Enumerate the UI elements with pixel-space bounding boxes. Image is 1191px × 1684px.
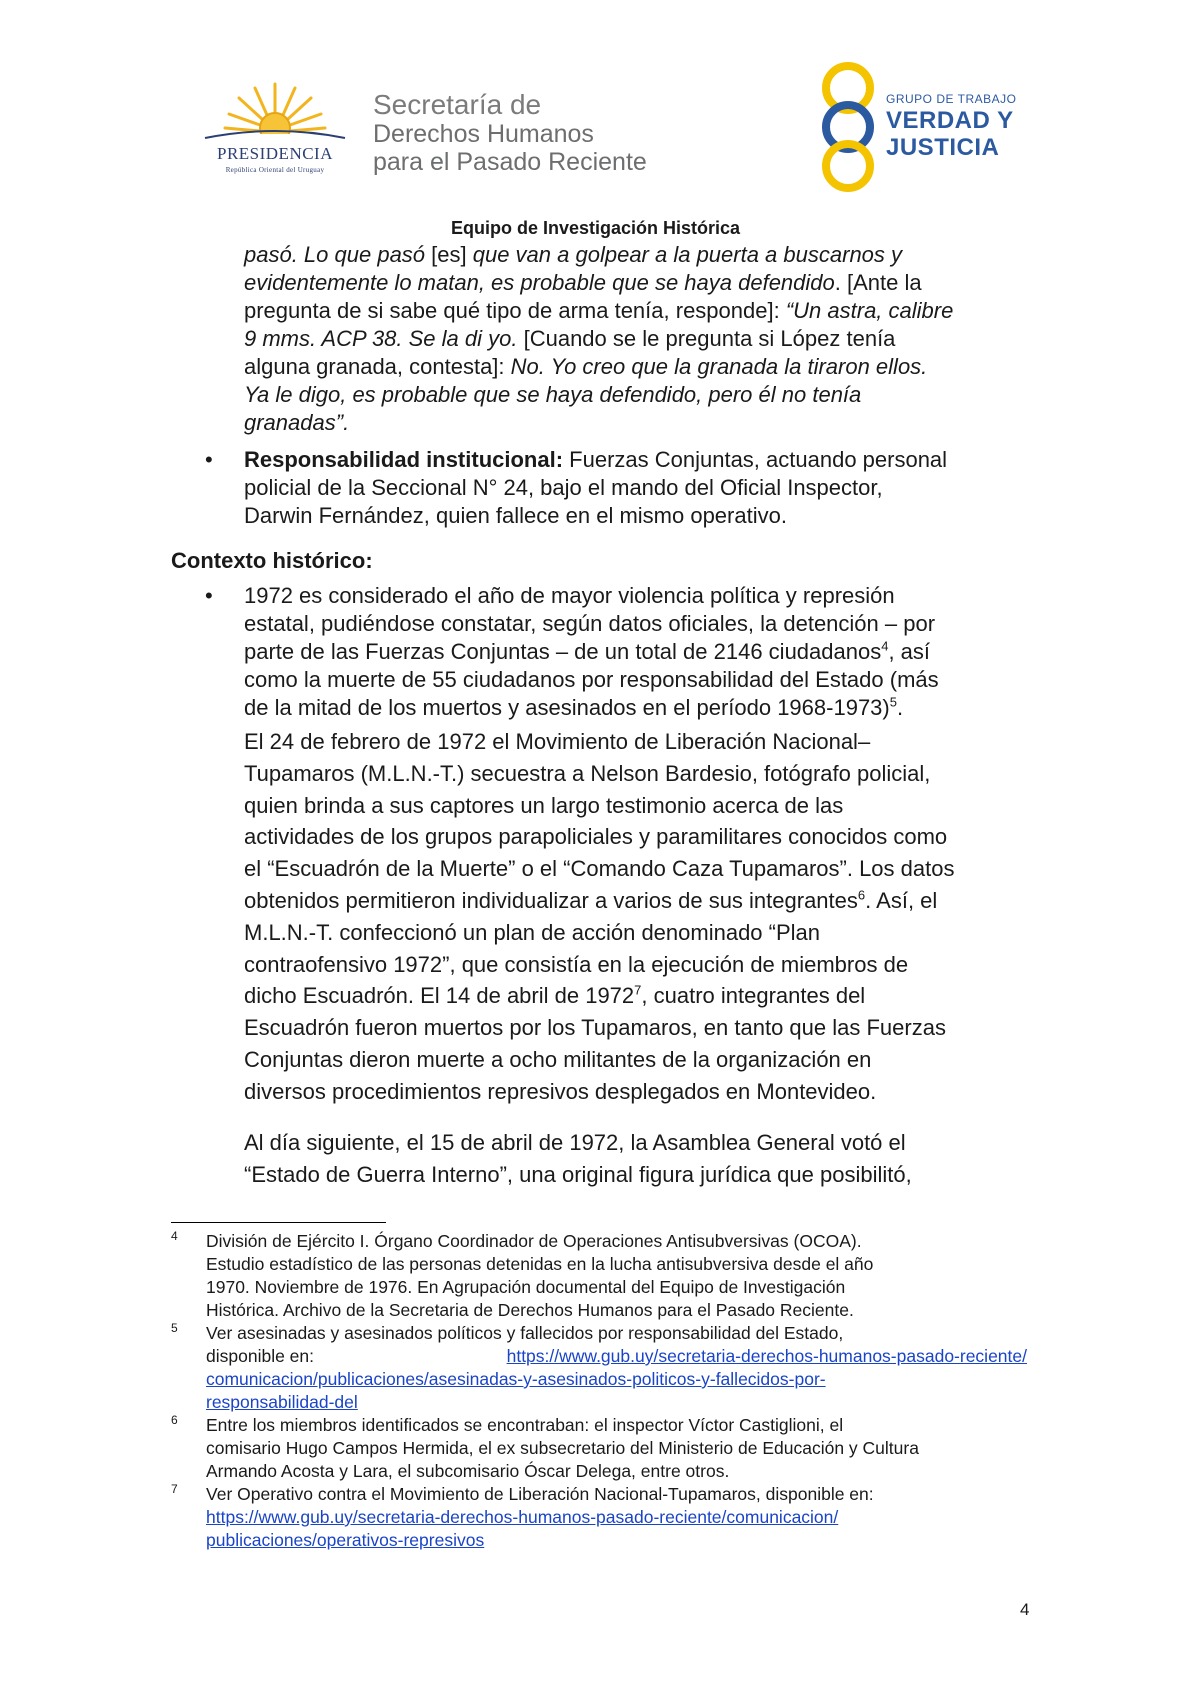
text-line: 1972 es considerado el año de mayor violencia política y represión <box>244 583 895 608</box>
quote-line: granadas”. <box>244 410 350 435</box>
quote-line: evidentemente lo matan, es probable que se haya defendido. [Ante la <box>244 270 922 295</box>
page-number: 4 <box>1020 1600 1030 1619</box>
responsabilidad-paragraph <box>244 446 1026 530</box>
contexto-paragraph-2 <box>244 726 1026 1108</box>
responsabilidad-label: Responsabilidad institucional: <box>244 447 564 472</box>
text-line: actividades de los grupos parapoliciales y paramilitares conocidos como <box>244 824 948 850</box>
secretaria-line-2: Derechos Humanos <box>373 120 594 148</box>
text-line: M.L.N.-T. confeccionó un plan de acción denominado “Plan <box>244 919 821 945</box>
text-line: diversos procedimientos represivos desplegados en Montevideo. <box>244 1078 877 1104</box>
footnote-number: 4 <box>171 1229 178 1243</box>
secretaria-line-3: para el Pasado Reciente <box>373 148 647 176</box>
footnote-number: 5 <box>171 1321 178 1335</box>
presidencia-wordmark: PRESIDENCIA <box>216 144 333 163</box>
text-line: parte de las Fuerzas Conjuntas – de un total de 2146 ciudadanos$^4$, así <box>244 638 931 664</box>
text-line: Tupamaros (M.L.N.-T.) secuestra a Nelson Bardesio, fotógrafo policial, <box>244 760 931 786</box>
quote-line: 9 mms. ACP 38. Se la di yo. [Cuando se le pregunta si López tenía <box>244 326 896 351</box>
verdad-justicia-logo <box>810 62 1040 192</box>
footnote-ref[interactable]: 5 <box>889 694 897 710</box>
footnote-text: Ver asesinadas y asesinados políticos y fallecidos por responsabilidad del Estado, disponible en: https://www.gub.uy/secretaria-derechos-humanos-pasado-reciente/ comunicacion/publicaciones/asesinadas-y-asesinados-politicos-y-fallecidos-por- responsabilidad-del <box>206 1323 1027 1412</box>
secretaria-line-1: Secretaría de <box>373 89 542 120</box>
text-line: contraofensivo 1972”, que consistía en la ejecución de miembros de <box>244 951 909 977</box>
section-heading: Contexto histórico: <box>171 548 373 573</box>
footnote-link[interactable]: https://www.gub.uy/secretaria-derechos-humanos-pasado-reciente/comunicacion/ <box>206 1507 839 1527</box>
text-line: quien brinda a sus captores un largo testimonio acerca de las <box>244 792 844 818</box>
presidencia-logo <box>195 82 355 182</box>
team-heading: Equipo de Investigación Histórica <box>450 218 741 238</box>
footnote-text: División de Ejército I. Órgano Coordinador de Operaciones Antisubversivas (OCOA). Estudio estadístico de las personas detenidas en la lucha antisubversiva desde el año 1970. Noviembre de 1976. En Agrupación documental del Equipo de Investigación Histórica. Archivo de la Secretaria de Derechos Humanos para el Pasado Reciente. <box>206 1231 874 1320</box>
footnote-number: 6 <box>171 1413 178 1427</box>
text-line: de la mitad de los muertos y asesinados en el período 1968-1973)$^5$. <box>244 694 904 720</box>
footnote-divider <box>171 1222 386 1223</box>
gtvj-line-1: GRUPO DE TRABAJO <box>886 92 1017 106</box>
quote-line: Ya le digo, es probable que se haya defendido, pero él no tenía <box>244 382 862 407</box>
testimony-quote <box>244 241 1026 437</box>
secretaria-title <box>373 90 703 176</box>
footnote-link[interactable]: comunicacion/publicaciones/asesinadas-y-asesinados-politicos-y-fallecidos-por- <box>206 1369 826 1389</box>
footnote-text: Entre los miembros identificados se encontraban: el inspector Víctor Castiglioni, el comisario Hugo Campos Hermida, el ex subsecretario del Ministerio de Educación y Cultura Armando Acosta y Lara, el subcomisario Óscar Delega, entre otros. <box>206 1415 919 1481</box>
verdad-justicia-rings-icon <box>810 62 886 192</box>
gtvj-line-2: VERDAD Y <box>886 107 1014 134</box>
footnote-ref[interactable]: 6 <box>857 887 866 903</box>
text-line: policial de la Seccional N° 24, bajo el mando del Oficial Inspector, <box>244 475 883 500</box>
quote-line: alguna granada, contesta]: No. Yo creo que la granada la tiraron ellos. <box>244 354 928 379</box>
bullet-icon: • <box>205 447 213 472</box>
text-line: Conjuntas dieron muerte a ocho militantes de la organización en <box>244 1046 872 1072</box>
footnote-link[interactable]: publicaciones/operativos-represivos <box>206 1530 485 1550</box>
quote-line: pasó. Lo que pasó [es] que van a golpear a la puerta a buscarnos y <box>244 242 903 267</box>
presidencia-subtitle: República Oriental del Uruguay <box>225 166 325 174</box>
footnote-link[interactable]: responsabilidad-del <box>206 1392 358 1412</box>
footnote-ref[interactable]: 7 <box>634 983 642 999</box>
text-line: dicho Escuadrón. El 14 de abril de 1972$^7$, cuatro integrantes del <box>244 983 866 1009</box>
text-line: estatal, pudiéndose constatar, según datos oficiales, la detención – por <box>244 611 936 636</box>
text-line: El 24 de febrero de 1972 el Movimiento de Liberación Nacional– <box>244 729 871 754</box>
text-line: Escuadrón fueron muertos por los Tupamaros, en tanto que las Fuerzas <box>244 1015 946 1041</box>
text-line: “Estado de Guerra Interno”, una original figura jurídica que posibilitó, <box>244 1161 912 1187</box>
footnote-ref[interactable]: 4 <box>881 638 889 654</box>
text-line: obtenidos permitieron individualizar a varios de sus integrantes$^6$. Así, el <box>244 887 938 913</box>
text-line: como la muerte de 55 ciudadanos por responsabilidad del Estado (más <box>244 667 939 692</box>
footnote-number: 7 <box>171 1482 178 1496</box>
gtvj-line-3: JUSTICIA <box>886 134 1000 161</box>
text-line: Darwin Fernández, quien fallece en el mismo operativo. <box>244 503 787 528</box>
footnote-text: Ver Operativo contra el Movimiento de Liberación Nacional-Tupamaros, disponible en: https://www.gub.uy/secretaria-derechos-humanos-pasado-reciente/comunicacion/ publicaciones/operativos-represivos <box>206 1483 1027 1552</box>
contexto-paragraph-1 <box>244 582 1026 722</box>
quote-line: pregunta de si sabe qué tipo de arma tenía, responde]: “Un astra, calibre <box>244 298 954 323</box>
sun-icon <box>195 82 355 144</box>
text-line: el “Escuadrón de la Muerte” o el “Comando Caza Tupamaros”. Los datos <box>244 856 955 882</box>
text-line: Responsabilidad institucional: Fuerzas Conjuntas, actuando personal <box>244 447 948 472</box>
footnote-link[interactable]: https://www.gub.uy/secretaria-derechos-humanos-pasado-reciente/ <box>506 1346 1027 1366</box>
bullet-icon: • <box>205 583 213 608</box>
text-line: Al día siguiente, el 15 de abril de 1972, la Asamblea General votó el <box>244 1130 906 1155</box>
contexto-paragraph-3 <box>244 1127 1026 1191</box>
